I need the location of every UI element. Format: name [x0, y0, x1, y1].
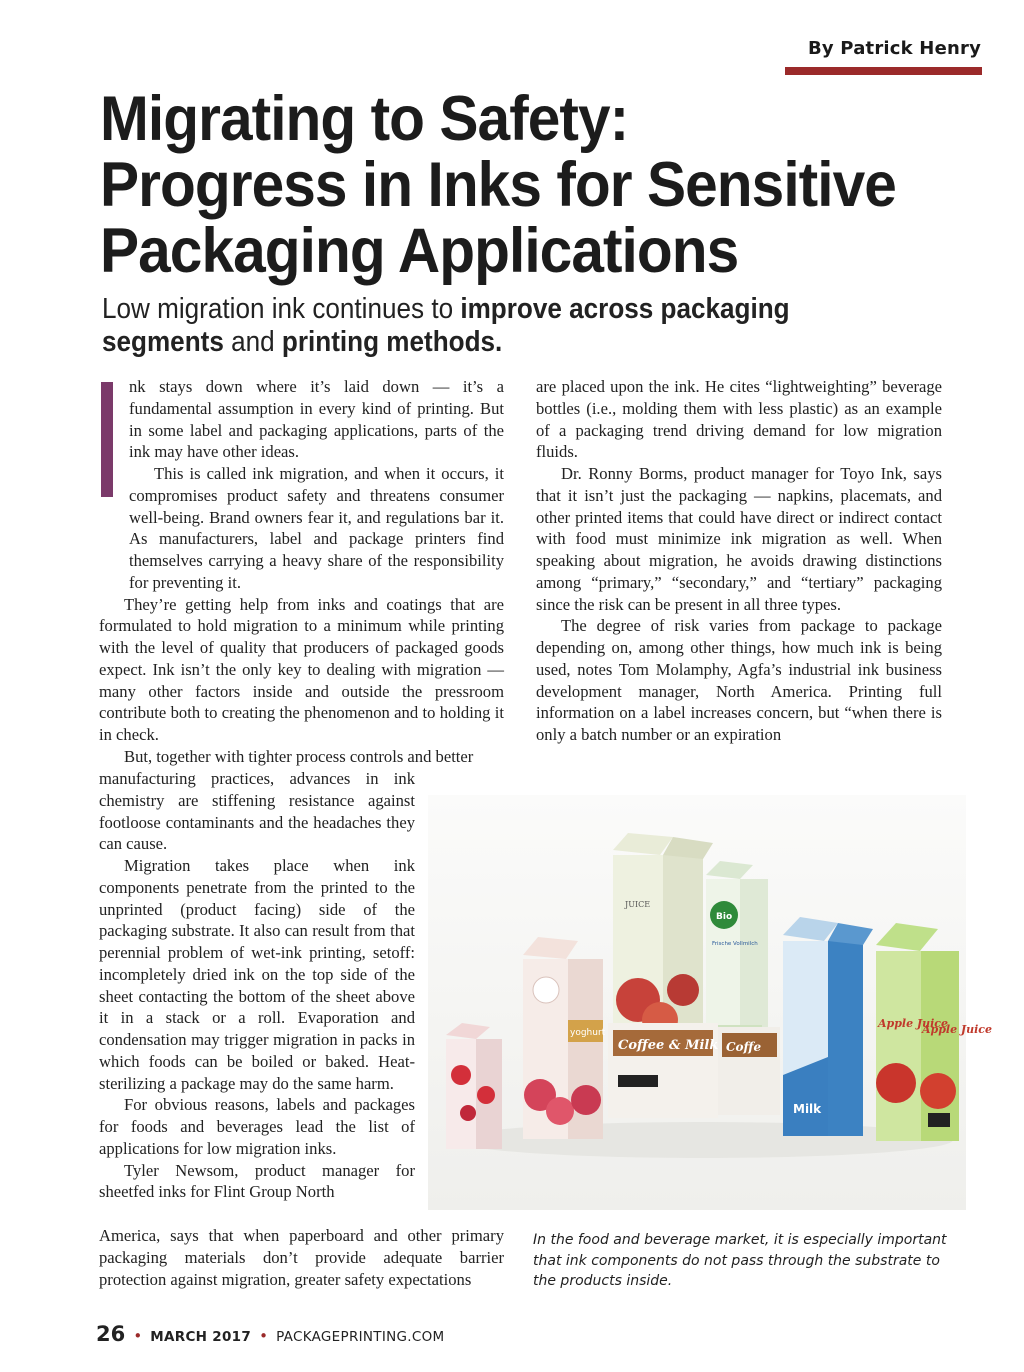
footer-separator-1: • [133, 1327, 143, 1345]
page-footer [96, 1322, 444, 1346]
paragraph-ink-migration-text: This is called ink migration, and when it occurs, it compromises product safety and threatens consumer well-being. Brand owners fear it, and regulations bar it. As manufacturers, label and package printers find themselves carrying a heavy share of the responsibility for preventing it. [129, 464, 504, 592]
website: PACKAGEPRINTING.COM [276, 1329, 445, 1345]
cartons-illustration [428, 795, 993, 1210]
frische-label: Frische Vollmilch [712, 941, 758, 947]
title-line-1: Migrating to Safety: [100, 84, 629, 154]
issue-date: MARCH 2017 [150, 1329, 252, 1345]
apple-juice-carton [876, 923, 992, 1141]
paragraph-lightweighting: are placed upon the ink. He cites “lightweighting” beverage bottles (i.e., molding them with less plastic) as an example of a packaging trend driving demand for low migration fluids. [536, 377, 942, 462]
cartons-photo [428, 795, 993, 1210]
photo-caption: In the food and beverage market, it is especially important that ink components do not pass through the substrate to the products inside. [533, 1232, 947, 1289]
byline-rule [785, 67, 982, 75]
page-number: 26 [96, 1322, 126, 1346]
milk-label: Milk [793, 1102, 822, 1116]
title-line-2: Progress in Inks for Sensitive [100, 150, 896, 220]
paragraph-food-beverage: For obvious reasons, labels and packages for foods and beverages lead the list of applications for low migration inks. [99, 1095, 415, 1158]
coffee-label: Coffee & Milk [618, 1038, 719, 1053]
apple-label-1: Apple Juice [878, 1017, 949, 1030]
deck-part-2: and [223, 326, 282, 358]
footer-separator-2: • [259, 1327, 268, 1345]
paragraph-tom-molamphy: The degree of risk varies from package to package depending on, among other things, how much ink is being used, notes Tom Molamphy, Agfa’s industrial ink business development manager, North America. Printing full information on a label increases concern, but “when there is only a batch number or an expiration [536, 616, 942, 744]
milk-carton [783, 917, 873, 1136]
deck-bold-1: improve across packaging segments [102, 293, 790, 358]
paragraph-tyler-newsom-start: Tyler Newsom, product manager for sheetfed inks for Flint Group North [99, 1160, 415, 1202]
paragraph-ink-migration [99, 463, 504, 594]
deck-part-1: Low migration ink continues to [102, 293, 461, 325]
paragraph-intro: nk stays down where it’s laid down — it’s a fundamental assumption in every kind of printing. But in some label and packaging applications, parts of the ink may have other ideas. [129, 377, 504, 462]
deck-bold-2: printing methods. [281, 326, 503, 358]
left-column-top [99, 376, 504, 768]
paragraph-migration-process: Migration takes place when ink components penetrate from the printed to the unprinted (product facing) side of the packaging substrate. It also can result from that perennial problem of wet-ink printing, setoff: incompletely dried ink on the top side of the sheet contacting the bottom of the sheet above it in a stack or a roll. Evaporation and condensation may trigger migration in packs in which foods can be boiled or baked. Heat-sterilizing a package may do the same harm. [99, 856, 415, 1093]
paragraph-help-from-inks: They’re getting help from inks and coatings that are formulated to hold migration to a minimum while printing with the level of quality that producers of packaged goods expect. Ink isn’t the only key to dealing with migration — many other factors inside and outside the pressroom contribute both to creating the phenomenon and to holding it in check. [99, 594, 504, 744]
paragraph-tighter-controls-start: But, together with tighter process controls and better [124, 746, 474, 766]
paragraph-tyler-newsom-cont: America, says that when paperboard and other primary packaging materials don’t provide adequate barrier protection against migration, greater safety expectations [99, 1226, 504, 1289]
coffee2-label: Coffe [726, 1040, 762, 1054]
yoghurt-carton [523, 937, 606, 1139]
strawberry-carton [446, 1023, 502, 1149]
left-column-bottom [99, 1225, 504, 1290]
paragraph-tighter-controls-cont: manufacturing practices, advances in ink chemistry are stiffening resistance against footloose contaminants and the headaches they can cause. [99, 769, 415, 854]
article-title [100, 86, 937, 284]
article-deck [102, 293, 894, 359]
title-line-3: Packaging Applications [100, 216, 739, 286]
left-column-narrow [99, 768, 415, 1203]
bio-label: Bio [716, 912, 733, 922]
apple-label-2: Apple Juice [922, 1023, 993, 1036]
paragraph-ronny-borms: Dr. Ronny Borms, product manager for Toyo Ink, says that it isn’t just the packaging — napkins, placemats, and other printed items that could have direct or indirect contact with food must minimize ink migration as well. When speaking about migration, he avoids drawing distinctions among “primary,” “secondary,” and “tertiary” packaging since the risk can be present in all three types. [536, 464, 942, 614]
byline: By Patrick Henry [807, 38, 981, 59]
coffee-milk-pack [608, 1023, 780, 1118]
yoghurt-label: yoghurt [570, 1028, 606, 1038]
right-column [536, 376, 942, 746]
juice-label: JUICE [625, 900, 651, 909]
